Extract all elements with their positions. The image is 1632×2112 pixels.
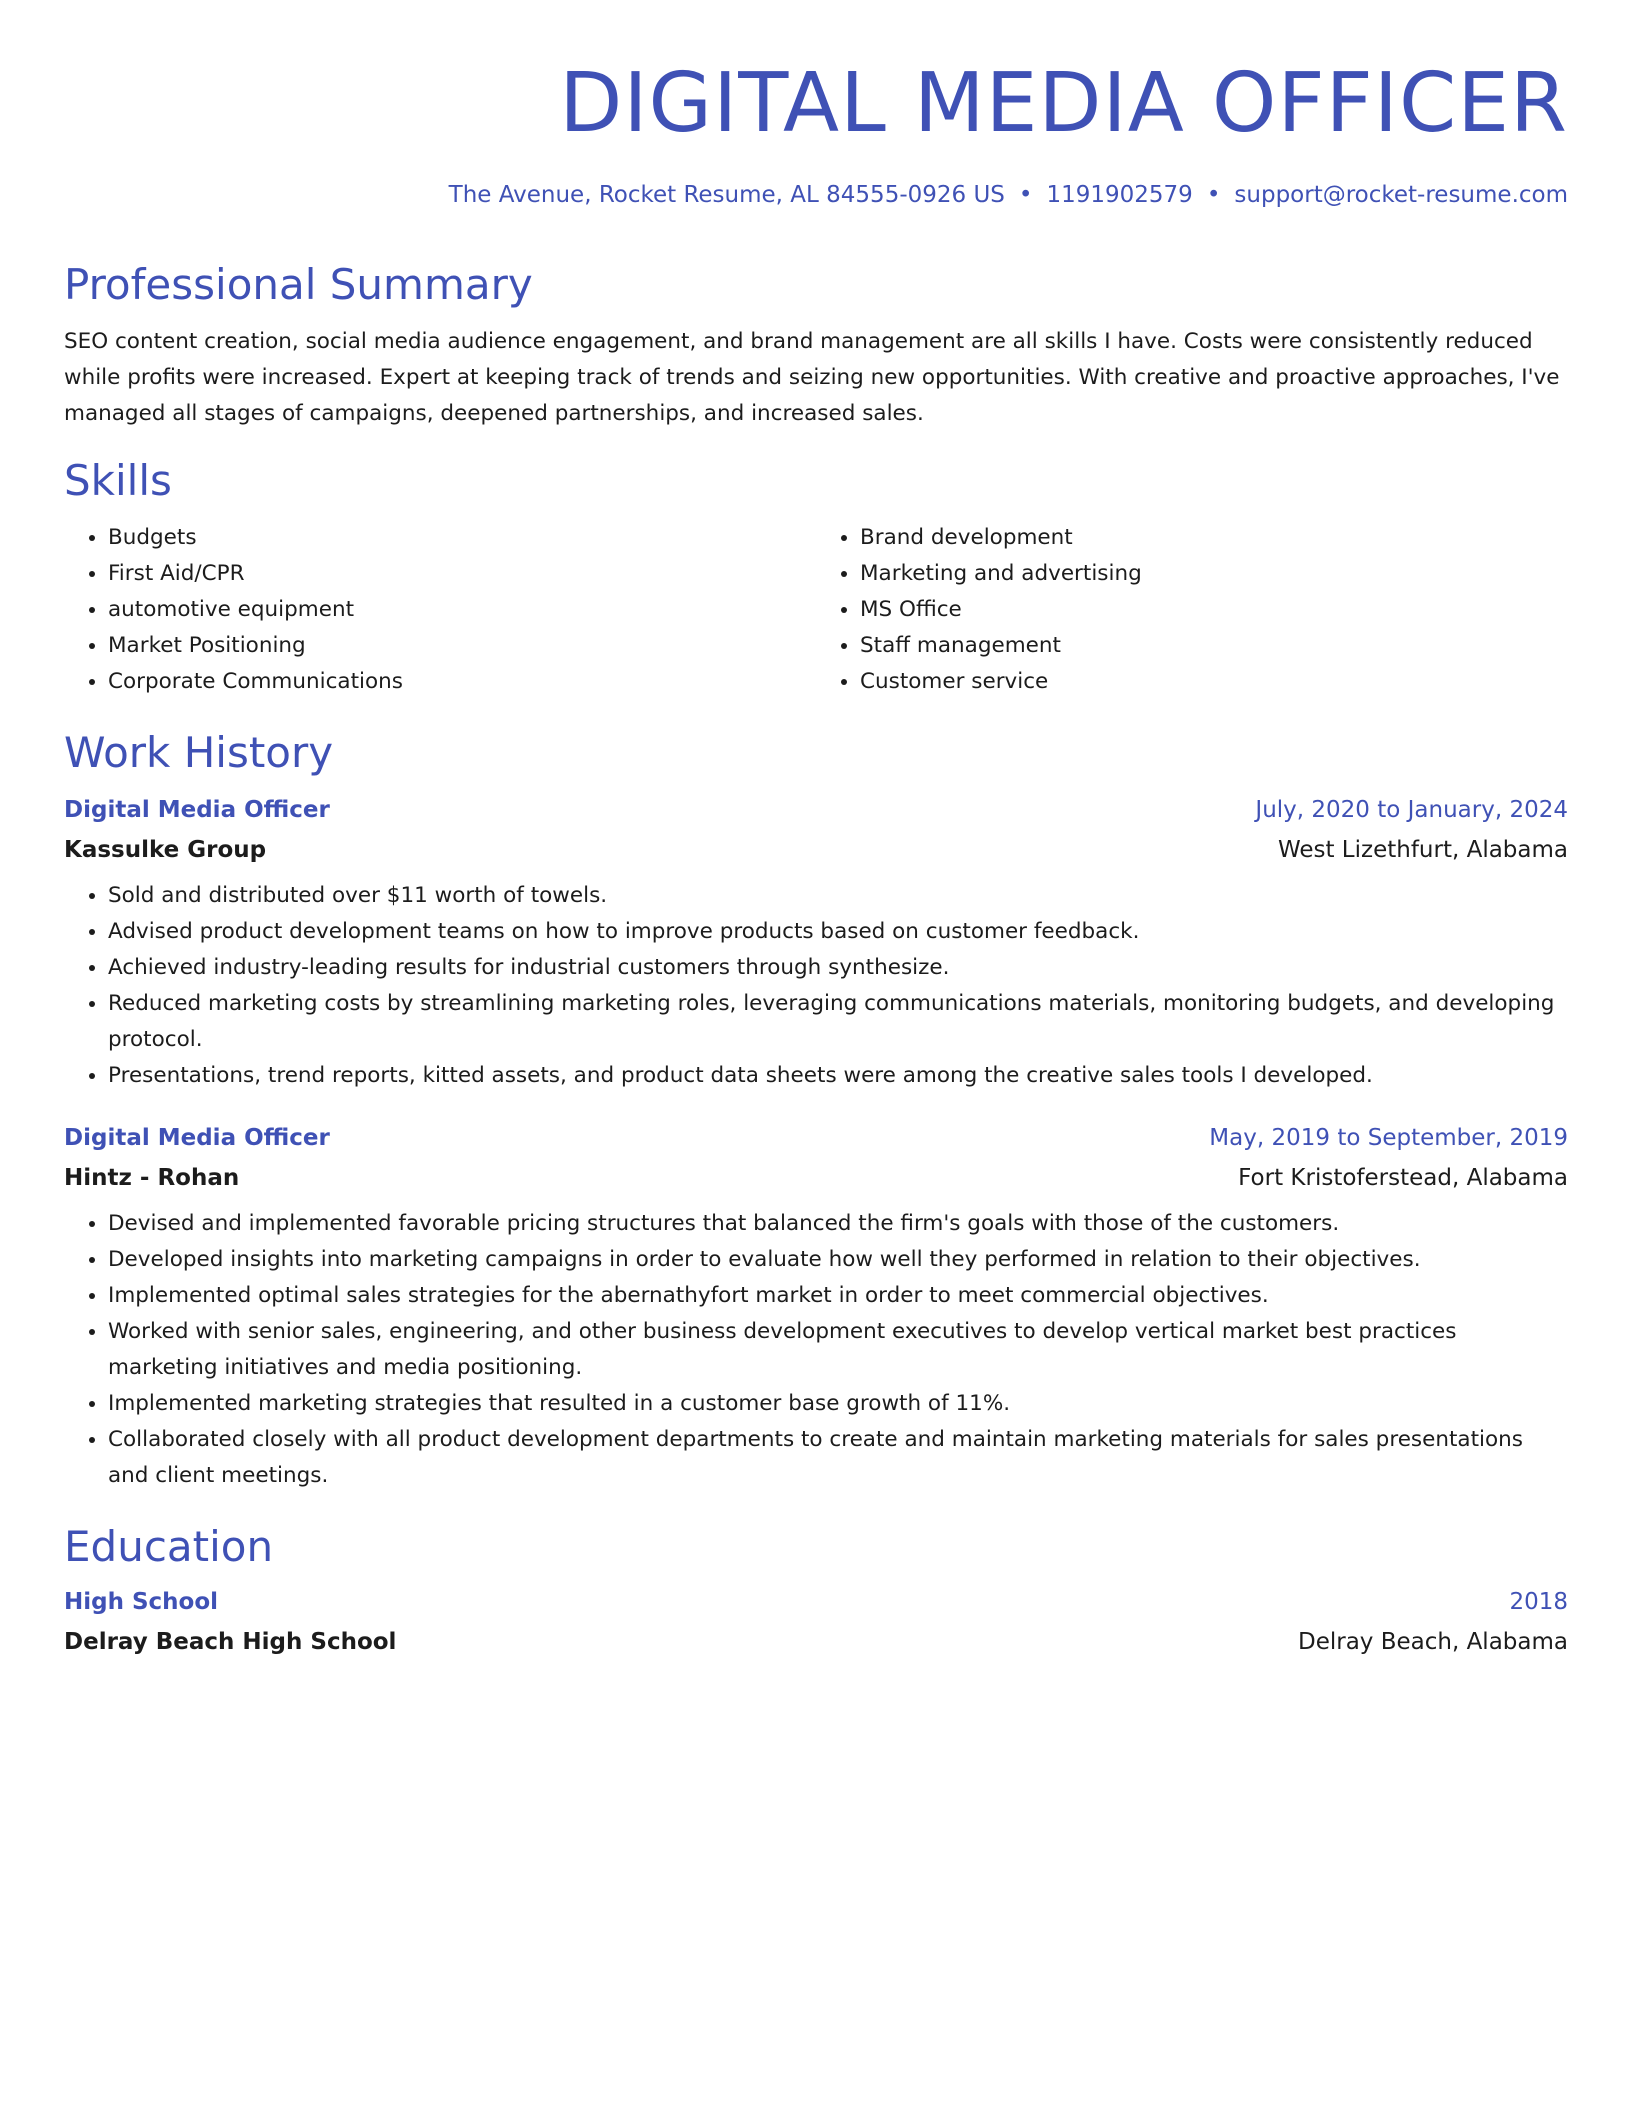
job-title: Digital Media Officer: [64, 1125, 330, 1151]
skill-item: • Budgets: [108, 520, 816, 556]
contact-separator: •: [1206, 182, 1221, 208]
education-degree: High School: [64, 1589, 219, 1615]
job-dates: May, 2019 to September, 2019: [1209, 1125, 1568, 1151]
job-title-row: [64, 790, 1568, 830]
skills-list: [64, 520, 1568, 700]
summary-heading: Professional Summary: [64, 260, 533, 309]
job-entry: [64, 1118, 1568, 1494]
job-bullet: • Collaborated closely with all product development departments to create and maintain marketing materials for sales presentations and client meetings.: [108, 1422, 1568, 1494]
job-title-row: [64, 1118, 1568, 1158]
job-location: Fort Kristoferstead, Alabama: [1238, 1165, 1568, 1191]
skill-item: • automotive equipment: [108, 592, 816, 628]
job-bullets: [64, 878, 1568, 1094]
job-bullet: • Worked with senior sales, engineering, and other business development executives to develop vertical market best practices marketing initiatives and media positioning.: [108, 1314, 1568, 1386]
skill-item: • Customer service: [860, 664, 1568, 700]
contact-separator: •: [1018, 182, 1033, 208]
job-bullet: • Devised and implemented favorable pricing structures that balanced the firm's goals with those of the customers.: [108, 1206, 1568, 1242]
education-degree-row: [64, 1582, 1568, 1622]
job-bullet: • Implemented marketing strategies that resulted in a customer base growth of 11%.: [108, 1386, 1568, 1422]
skill-item: • MS Office: [860, 592, 1568, 628]
job-bullet: • Advised product development teams on how to improve products based on customer feedback.: [108, 914, 1568, 950]
education-heading: Education: [64, 1522, 274, 1571]
job-company-row: [64, 1158, 1568, 1198]
summary-text: SEO content creation, social media audience engagement, and brand management are all skills I have. Costs were consistently reduced while profits were increased. Expert at keeping track of trends and seizing new opportunities. With creative and proactive approaches, I've managed all stages of campaigns, deepened partnerships, and increased sales.: [64, 329, 1560, 426]
job-dates: July, 2020 to January, 2024: [1255, 797, 1568, 823]
resume-page: [64, 0, 1568, 1662]
skill-item: • Brand development: [860, 520, 1568, 556]
education-school: Delray Beach High School: [64, 1629, 397, 1655]
education-school-row: [64, 1622, 1568, 1662]
contact-phone: 1191902579: [1046, 182, 1193, 208]
skill-item: • Market Positioning: [108, 628, 816, 664]
resume-header: [64, 0, 1568, 210]
education-year: 2018: [1509, 1589, 1568, 1615]
job-bullets: [64, 1206, 1568, 1494]
job-bullet: • Reduced marketing costs by streamlining marketing roles, leveraging communications materials, monitoring budgets, and developing protocol.: [108, 986, 1568, 1058]
contact-email: support@rocket-resume.com: [1234, 182, 1568, 208]
contact-address: The Avenue, Rocket Resume, AL 84555-0926 US: [448, 182, 1005, 208]
job-location: West Lizethfurt, Alabama: [1277, 837, 1568, 863]
skill-item: • First Aid/CPR: [108, 556, 816, 592]
candidate-name: DIGITAL MEDIA OFFICER: [559, 56, 1568, 151]
job-bullet: • Developed insights into marketing campaigns in order to evaluate how well they performed in relation to their objectives.: [108, 1242, 1568, 1278]
skill-item: • Marketing and advertising: [860, 556, 1568, 592]
job-company: Kassulke Group: [64, 837, 267, 863]
work-history-heading: Work History: [64, 728, 334, 777]
job-entry: [64, 790, 1568, 1094]
contact-line: [64, 180, 1568, 210]
education-location: Delray Beach, Alabama: [1297, 1629, 1568, 1655]
skills-column-left: [64, 520, 816, 700]
job-bullet: • Achieved industry-leading results for industrial customers through synthesize.: [108, 950, 1568, 986]
skill-item: • Staff management: [860, 628, 1568, 664]
job-bullet: • Sold and distributed over $11 worth of towels.: [108, 878, 1568, 914]
job-bullet: • Implemented optimal sales strategies for the abernathyfort market in order to meet commercial objectives.: [108, 1278, 1568, 1314]
education-entry: [64, 1582, 1568, 1662]
skill-item: • Corporate Communications: [108, 664, 816, 700]
job-bullet: • Presentations, trend reports, kitted assets, and product data sheets were among the creative sales tools I developed.: [108, 1058, 1568, 1094]
skills-column-right: [816, 520, 1568, 700]
job-company-row: [64, 830, 1568, 870]
job-company: Hintz - Rohan: [64, 1165, 240, 1191]
job-title: Digital Media Officer: [64, 797, 330, 823]
skills-heading: Skills: [64, 456, 172, 505]
